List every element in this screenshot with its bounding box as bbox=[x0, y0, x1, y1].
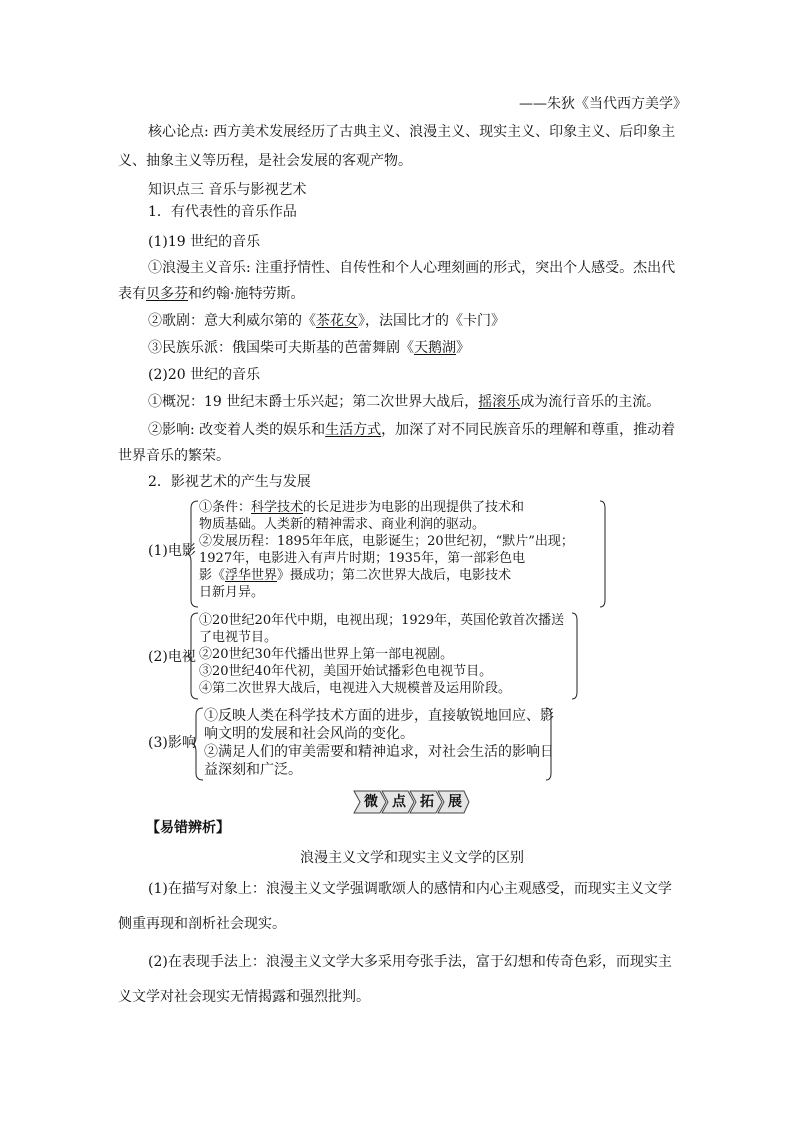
analysis-paragraph-1-line-2: 侧重再现和剖析社会现实。 bbox=[118, 916, 286, 932]
tv-line-4: ③20世纪40年代初，美国开始试播彩色电视节目。 bbox=[199, 664, 493, 679]
analysis-paragraph-2-line-2: 义文学对社会现实无情揭露和强烈批判。 bbox=[118, 989, 370, 1005]
quote-source: ——朱狄《当代西方美学》 bbox=[519, 96, 687, 112]
text: ①条件： bbox=[199, 500, 252, 515]
text: 的长足进步为电影的出现提供了技术和 bbox=[303, 500, 525, 515]
underlined-term: 科学技术 bbox=[251, 500, 304, 515]
left-brace-tv bbox=[187, 612, 199, 700]
text: 影《 bbox=[199, 568, 226, 583]
text: 表有 bbox=[118, 286, 146, 302]
movie-line-1 bbox=[199, 500, 524, 516]
effect-label: (3)影响 bbox=[148, 735, 196, 751]
underlined-term: 摇滚乐 bbox=[478, 394, 521, 410]
underlined-term: 茶花女 bbox=[316, 313, 358, 329]
right-brace-movie bbox=[600, 500, 608, 608]
core-point-line-2: 义、抽象主义等历程，是社会发展的客观产物。 bbox=[118, 153, 412, 169]
text: 》摄成功；第二次世界大战后，电影技术 bbox=[277, 568, 512, 583]
movie-line-5 bbox=[199, 568, 511, 584]
effect-line-4: 益深刻和广泛。 bbox=[204, 762, 302, 778]
analysis-paragraph-1-line-1: (1)在描写对象上：浪漫主义文学强调歌颂人的感情和内心主观感受，而现实主义文学 bbox=[148, 881, 672, 897]
overview-line bbox=[148, 392, 660, 412]
music-heading: 1．有代表性的音乐作品 bbox=[148, 204, 297, 220]
right-brace-tv bbox=[572, 612, 580, 700]
banner-char: 微 bbox=[364, 794, 378, 810]
knowledge-point-heading: 知识点三 音乐与影视艺术 bbox=[148, 182, 307, 198]
tv-line-1: ①20世纪20年代中期，电视出现；1929年，英国伦敦首次播送 bbox=[199, 613, 565, 628]
text: ，加深了对不同民族音乐的理解和尊重，推动着 bbox=[381, 422, 676, 438]
text: 》，法国比才的《卡门》 bbox=[358, 313, 505, 329]
movie-line-4: 1927年，电影进入有声片时期；1935年，第一部彩色电 bbox=[199, 551, 526, 566]
left-brace-effect bbox=[192, 707, 204, 781]
movie-line-3: ②发展历程：1895年年底，电影诞生；20世纪初，“默片”出现； bbox=[199, 534, 574, 549]
text: ③民族乐派：俄国柴可夫斯基的芭蕾舞剧《 bbox=[148, 340, 414, 356]
film-heading: 2．影视艺术的产生与发展 bbox=[148, 474, 311, 490]
core-point-line-1: 核心论点: 西方美术发展经历了古典主义、浪漫主义、现实主义、印象主义、后印象主 bbox=[148, 124, 676, 140]
tv-line-5: ④第二次世界大战后，电视进入大规模普及运用阶段。 bbox=[199, 681, 512, 696]
banner-char: 点 bbox=[392, 794, 406, 810]
banner-char: 展 bbox=[448, 794, 462, 810]
text: 》 bbox=[456, 340, 470, 356]
national-school-line bbox=[148, 338, 470, 358]
section-banner bbox=[352, 790, 470, 814]
effect-line-1: ①反映人类在科学技术方面的进步，直接敏锐地回应、影 bbox=[204, 708, 554, 724]
tv-line-3: ②20世纪30年代播出世界上第一部电视剧。 bbox=[199, 647, 454, 662]
text: ②歌剧：意大利威尔第的《 bbox=[148, 313, 316, 329]
underlined-term: 贝多芬 bbox=[146, 286, 188, 302]
analysis-paragraph-2-line-1: (2)在表现手法上：浪漫主义文学大多采用夸张手法，富于幻想和传奇色彩，而现实主 bbox=[148, 954, 672, 970]
banner-char: 拓 bbox=[420, 794, 434, 810]
movie-line-2: 物质基础。人类新的精神需求、商业利润的驱动。 bbox=[199, 517, 486, 532]
movie-label: (1)电影 bbox=[148, 543, 196, 559]
right-brace-effect bbox=[546, 707, 554, 781]
impact-line-1 bbox=[148, 420, 675, 440]
impact-line-2: 世界音乐的繁荣。 bbox=[118, 448, 230, 464]
text: ②影响: 改变着人类的娱乐和 bbox=[148, 422, 326, 438]
movie-line-6: 日新月异。 bbox=[199, 585, 265, 600]
underlined-term: 生活方式 bbox=[325, 422, 382, 438]
left-brace-movie bbox=[187, 500, 199, 608]
music-20c-heading: (2)20 世纪的音乐 bbox=[148, 367, 261, 383]
underlined-term: 天鹅湖 bbox=[414, 340, 456, 356]
text: ①概况：19 世纪末爵士乐兴起；第二次世界大战后， bbox=[148, 394, 479, 410]
romantic-music-line-2 bbox=[118, 284, 304, 304]
effect-line-2: 响文明的发展和社会风尚的变化。 bbox=[204, 726, 414, 742]
tv-line-2: 了电视节目。 bbox=[199, 630, 278, 645]
analysis-tag: 【易错辨析】 bbox=[146, 820, 230, 836]
analysis-title: 浪漫主义文学和现实主义文学的区别 bbox=[300, 850, 524, 866]
effect-line-3: ②满足人们的审美需要和精神追求，对社会生活的影响日 bbox=[204, 744, 554, 760]
romantic-music-line-1: ①浪漫主义音乐: 注重抒情性、自传性和个人心理刻画的形式，突出个人感受。杰出代 bbox=[148, 260, 676, 276]
text: 和约翰·施特劳斯。 bbox=[188, 286, 305, 302]
underlined-term: 浮华世界 bbox=[225, 568, 278, 583]
opera-line bbox=[148, 311, 505, 331]
tv-label: (2)电视 bbox=[148, 649, 196, 665]
text: 成为流行音乐的主流。 bbox=[520, 394, 661, 410]
music-19c-heading: (1)19 世纪的音乐 bbox=[148, 234, 261, 250]
